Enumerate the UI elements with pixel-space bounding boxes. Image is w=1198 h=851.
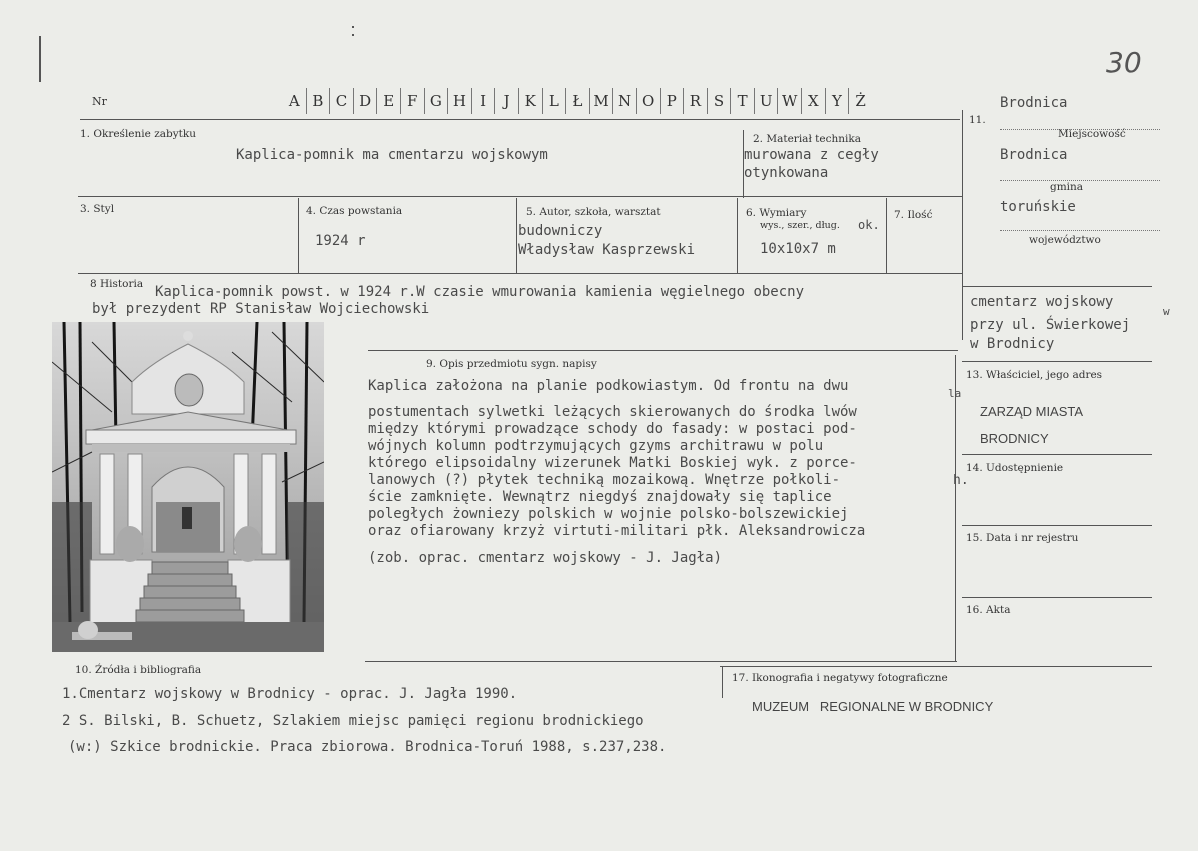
f9-line-10: (zob. oprac. cmentarz wojskowy - J. Jagła) — [368, 550, 723, 566]
f9-line-9: oraz ofiarowany krzyż virtuti-militari płk. Aleksandrowicza — [368, 523, 866, 539]
rule-row3 — [78, 273, 962, 274]
rule-under-alphabet — [80, 119, 960, 120]
f14-label: 14. Udostępnienie — [966, 462, 1064, 474]
f8-line-2: był prezydent RP Stanisław Wojciechowski — [92, 301, 430, 317]
f5-line-2: Władysław Kasprzewski — [518, 242, 696, 258]
f2-label: 2. Materiał technika — [753, 133, 861, 145]
f10-line-1: 1.Cmentarz wojskowy w Brodnicy - oprac. J. Jagła 1990. — [62, 686, 518, 702]
f9-label: 9. Opis przedmiotu sygn. napisy — [426, 358, 597, 370]
alphabet-letter: U — [754, 88, 778, 114]
f7-label: 7. Ilość — [894, 209, 933, 221]
f9-line-6: lanowych (?) płytek techniką mozaikową. Wnętrze połkoli- — [368, 472, 841, 488]
f1-value: Kaplica-pomnik ma cmentarzu wojskowym — [236, 147, 548, 163]
f9-line-5: którego elipsoidalny wizerunek Matki Boskiej wyk. z porce- — [368, 455, 857, 471]
alphabet-letter: B — [306, 88, 330, 114]
alphabet-letter: M — [589, 88, 613, 114]
alphabet-letter: R — [683, 88, 707, 114]
rule-row2 — [78, 196, 962, 197]
f9-line-4: wójnych kolumn podtrzymujących gzyms architrawu w polu — [368, 438, 824, 454]
f4-label: 4. Czas powstania — [306, 205, 403, 217]
scan-mark — [39, 36, 41, 82]
alphabet-letter: L — [542, 88, 566, 114]
f3-label: 3. Styl — [80, 203, 115, 215]
f9-margin-note-2: h. — [953, 473, 969, 488]
alphabet-letter: K — [518, 88, 542, 114]
f9-margin-note-1: la — [948, 387, 962, 400]
f11-gmina-label: gmina — [1050, 181, 1084, 193]
rule-right-address — [962, 286, 1152, 287]
f11-address-line-1: cmentarz wojskowy — [970, 294, 1114, 310]
alphabet-letter: S — [707, 88, 731, 114]
nr-label: Nr — [92, 95, 107, 108]
alphabet-letter: F — [400, 88, 424, 114]
f5-line-1: budowniczy — [518, 223, 603, 239]
f9-line-8: poległych żowniezy polskich w wojnie polsko-bolszewickiej — [368, 506, 849, 522]
alphabet-letter: J — [494, 88, 518, 114]
f5-label: 5. Autor, szkoła, warsztat — [526, 206, 661, 218]
rule-right-15 — [962, 525, 1152, 526]
divider-f6-f7 — [886, 198, 887, 273]
rule-right-13 — [962, 361, 1152, 362]
f11-miejscowosc: Brodnica — [1000, 147, 1068, 163]
rule-right-16 — [962, 597, 1152, 598]
f2-line-1: murowana z cegły — [744, 147, 879, 163]
f11-address-line-2: przy ul. Świerkowej — [970, 317, 1131, 333]
f11-address-note: w — [1163, 305, 1170, 318]
divider-f4-f5 — [516, 198, 517, 273]
alphabet-letter: E — [376, 88, 400, 114]
f9-line-1: Kaplica założona na planie podkowiastym. Od frontu na dwu — [368, 378, 849, 394]
f10-line-2: 2 S. Bilski, B. Schuetz, Szlakiem miejsc pamięci regionu brodnickiego — [62, 713, 644, 729]
scan-speck — [352, 26, 354, 28]
f6-value: 10x10x7 m — [760, 241, 836, 257]
alphabet-letter: P — [660, 88, 684, 114]
f9-line-3: między którymi prowadzące schody do fasady: w postaci pod- — [368, 421, 857, 437]
f11-wojewodztwo-label: województwo — [1029, 234, 1101, 246]
alphabet-letter: Ż — [848, 88, 872, 114]
chapel-photo-image — [52, 322, 324, 652]
divider-f3-f4 — [298, 198, 299, 273]
f16-label: 16. Akta — [966, 604, 1011, 616]
chapel-photo — [52, 322, 324, 652]
f9-line-7: ście zamknięte. Wewnątrz niegdyś znajdowały się taplice — [368, 489, 832, 505]
page-number: 30 — [1106, 46, 1142, 79]
divider-f5-f6 — [737, 198, 738, 273]
scan-speck — [352, 34, 354, 36]
alphabet-letter: C — [329, 88, 353, 114]
alphabet-index — [283, 88, 872, 114]
f11-label: 11. — [969, 114, 986, 126]
rule-right-14 — [962, 454, 1152, 455]
alphabet-letter: G — [424, 88, 448, 114]
f9-line-2: postumentach sylwetki leżących skierowanych do środka lwów — [368, 404, 857, 420]
f13-label: 13. Właściciel, jego adres — [966, 369, 1103, 381]
f10-line-3: (w:) Szkice brodnickie. Praca zbiorowa. Brodnica-Toruń 1988, s.237,238. — [68, 739, 667, 755]
f8-line-1: Kaplica-pomnik powst. w 1924 r.W czasie wmurowania kamienia węgielnego obecny — [155, 284, 805, 300]
f11-address-line-3: w Brodnicy — [970, 336, 1055, 352]
divider-right-column-upper — [962, 110, 963, 340]
f13-line-1: ZARZĄD MIASTA — [980, 404, 1084, 419]
f17-value: MUZEUM REGIONALNE W BRODNICY — [752, 699, 994, 714]
dotted-woj — [1000, 230, 1160, 231]
f8-label: 8 Historia — [90, 278, 144, 290]
f1-label: 1. Określenie zabytku — [80, 128, 196, 140]
alphabet-letter: O — [636, 88, 660, 114]
f6-ok: ok. — [858, 218, 880, 232]
f17-label: 17. Ikonografia i negatywy fotograficzne — [732, 672, 948, 684]
rule-field17 — [720, 666, 1152, 667]
f4-value: 1924 r — [315, 233, 366, 249]
rule-under-historia — [368, 350, 958, 351]
alphabet-letter: Y — [825, 88, 849, 114]
alphabet-letter: I — [471, 88, 495, 114]
f6-label: 6. Wymiary — [746, 207, 807, 219]
f11-wojewodztwo: toruńskie — [1000, 199, 1076, 215]
f11-miejscowosc-label: Miejscowość — [1058, 128, 1126, 140]
divider-f10-f17 — [722, 666, 723, 698]
f15-label: 15. Data i nr rejestru — [966, 532, 1079, 544]
divider-f1-f2 — [743, 130, 744, 198]
f6-sublabel: wys., szer., dług. — [760, 220, 840, 231]
alphabet-letter: Ł — [565, 88, 589, 114]
alphabet-letter: W — [777, 88, 801, 114]
alphabet-letter: H — [447, 88, 471, 114]
alphabet-letter: N — [612, 88, 636, 114]
divider-right-column-lower — [955, 355, 956, 661]
alphabet-letter: A — [288, 92, 300, 110]
f13-line-2: BRODNICY — [980, 431, 1049, 446]
f2-line-2: otynkowana — [744, 165, 829, 181]
f10-label: 10. Źródła i bibliografia — [75, 664, 202, 676]
alphabet-letter: X — [801, 88, 825, 114]
alphabet-letter: T — [730, 88, 754, 114]
f11-town-top: Brodnica — [1000, 95, 1068, 111]
rule-above-zrodla — [365, 661, 957, 662]
alphabet-letter: D — [353, 88, 377, 114]
